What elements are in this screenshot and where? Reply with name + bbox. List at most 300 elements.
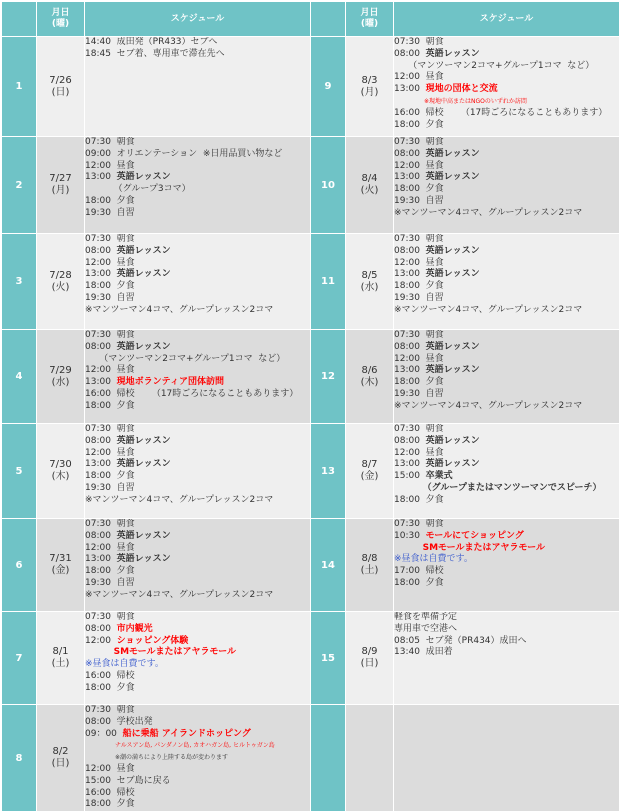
schedule-line [394, 72, 619, 84]
day-number: 8 [15, 752, 23, 764]
schedule-line [85, 624, 310, 636]
schedule-text: 12:00 昼食 [85, 365, 135, 376]
schedule-bold-text: 英語レッスン [116, 269, 171, 280]
schedule-bold-text: 英語レッスン [116, 554, 171, 565]
schedule-line [85, 436, 310, 448]
schedule-bold-text: 英語レッスン [425, 269, 480, 280]
schedule-highlight-text: SMモールまたはアヤラモール [422, 542, 545, 553]
weekday-text: (日) [51, 86, 70, 98]
schedule-bold-text: 英語レッスン [425, 172, 480, 183]
schedule-text: 軽食を準備予定 [394, 612, 458, 622]
schedule-line [394, 624, 619, 636]
schedule-text: 13:00 [85, 172, 117, 183]
schedule-small-note: ※現地中高またはNGOのいずれか訪問 [424, 97, 527, 105]
header-num-right [311, 2, 346, 37]
schedule-small-note: ナルスアン島, パンダノン島, カオハガン島, ヒルトゥガン島 [115, 742, 275, 750]
day-number: 6 [15, 559, 23, 571]
schedule-cell-right [394, 519, 620, 612]
schedule-text: 12:00 昼食 [394, 257, 444, 268]
schedule-line [394, 49, 619, 61]
weekday-text: (土) [51, 658, 70, 669]
schedule-line [85, 519, 310, 531]
schedule-bold-text: 英語レッスン [425, 148, 480, 159]
schedule-line [85, 578, 310, 590]
schedule-table-container [2, 2, 620, 810]
schedule-text: 12:00 昼食 [85, 447, 135, 458]
day-number-right [311, 37, 346, 137]
schedule-line [394, 161, 619, 173]
date-text: 8/5 [361, 269, 378, 281]
schedule-text: 12:00 [85, 635, 117, 646]
schedule-text: 08:00 [85, 530, 117, 541]
day-number: 10 [321, 179, 335, 191]
schedule-text: 13:00 [394, 84, 426, 95]
schedule-line [85, 590, 310, 602]
date-cell-left [37, 612, 85, 705]
schedule-text: 19:30 自習 [85, 292, 135, 303]
schedule-line [394, 543, 619, 555]
schedule-line [394, 424, 619, 436]
schedule-line [85, 671, 310, 683]
schedule-text: 18:00 夕食 [85, 195, 135, 206]
schedule-bold-text: 英語レッスン [116, 530, 171, 541]
schedule-line [85, 683, 310, 695]
date-cell-right [346, 234, 394, 330]
schedule-line [85, 776, 310, 788]
schedule-text: 07:30 朝食 [394, 330, 444, 340]
schedule-line [85, 459, 310, 471]
schedule-line [85, 401, 310, 413]
schedule-row [2, 37, 620, 137]
schedule-line [85, 636, 310, 648]
schedule-line [394, 246, 619, 258]
schedule-text: 08:00 [394, 48, 426, 59]
schedule-highlight-text: 現地の団体と交流 [425, 84, 498, 95]
schedule-line [394, 37, 619, 49]
schedule-line [394, 483, 619, 495]
schedule-line [85, 659, 310, 671]
day-number: 15 [321, 652, 335, 664]
header-weekday-label: (曜) [360, 19, 379, 29]
schedule-text: 13:00 [85, 459, 117, 470]
day-number-left [2, 705, 37, 812]
schedule-text: 15:00 [394, 471, 426, 482]
day-number-right [311, 424, 346, 519]
schedule-text: 08:00 [85, 245, 117, 256]
date-text: 7/28 [49, 269, 72, 281]
weekday-text: (木) [51, 471, 70, 482]
schedule-text: 16:00 帰校 （17時ごろになることもあります） [85, 388, 299, 399]
schedule-bold-text: 英語レッスン [116, 435, 171, 446]
schedule-text: 08:00 [394, 245, 426, 256]
schedule-line [394, 578, 619, 590]
day-number-left [2, 330, 37, 424]
header-num-left [2, 2, 37, 37]
schedule-line [85, 566, 310, 578]
schedule-text: ※マンツーマン4コマ、グループレッスン2コマ [85, 304, 274, 315]
schedule-cell-right [394, 37, 620, 137]
schedule-bold-text: 英語レッスン [116, 245, 171, 256]
schedule-row [2, 330, 620, 424]
schedule-text: 08:00 [85, 435, 117, 446]
schedule-line [394, 269, 619, 281]
schedule-row [2, 612, 620, 705]
schedule-line [394, 305, 619, 317]
header-row [2, 2, 620, 37]
weekday-text: (月) [51, 185, 70, 196]
schedule-text: 07:30 朝食 [394, 424, 444, 434]
day-number: 3 [15, 276, 23, 287]
schedule-line [394, 149, 619, 161]
schedule-text: ※マンツーマン4コマ、グループレッスン2コマ [394, 304, 583, 315]
schedule-text: 13:00 [85, 554, 117, 565]
schedule-text: 19:30 自習 [394, 388, 444, 399]
schedule-row [2, 234, 620, 330]
schedule-line [394, 365, 619, 377]
header-date-label: 月日 [51, 8, 70, 18]
weekday-text: (日) [360, 658, 379, 669]
schedule-line [85, 389, 310, 401]
date-text: 7/27 [49, 173, 72, 184]
schedule-cell-right [394, 137, 620, 234]
schedule-line [394, 342, 619, 354]
schedule-text: 07:30 朝食 [85, 234, 135, 244]
schedule-line [394, 172, 619, 184]
schedule-bold-text: 英語レッスン [116, 459, 171, 470]
schedule-cell-left [85, 137, 311, 234]
schedule-text: 13:00 [394, 459, 426, 470]
schedule-line [85, 137, 310, 149]
day-number-left [2, 519, 37, 612]
schedule-bold-text: 英語レッスン [425, 48, 480, 59]
schedule-text: 18:00 夕食 [394, 119, 444, 130]
schedule-text: 08:00 [85, 623, 117, 634]
schedule-text: 09：00 [85, 728, 123, 739]
schedule-text: 08:05 セブ発（PR434）成田へ [394, 635, 527, 646]
day-number-right [311, 519, 346, 612]
schedule-text: 13:00 [394, 269, 426, 280]
schedule-line [394, 137, 619, 149]
header-weekday-label: (曜) [51, 19, 70, 29]
schedule-text: 19:30 自習 [85, 207, 135, 218]
schedule-line [85, 448, 310, 460]
schedule-text: 07:30 朝食 [394, 519, 444, 529]
date-text: 8/9 [361, 646, 378, 657]
schedule-note-text: ※昼食は自費です。 [85, 659, 164, 670]
weekday-text: (火) [51, 281, 70, 293]
schedule-line [394, 354, 619, 366]
schedule-line [85, 471, 310, 483]
schedule-line [85, 764, 310, 776]
day-number-right [311, 612, 346, 705]
schedule-line [394, 566, 619, 578]
schedule-text: 12:00 昼食 [394, 447, 444, 458]
schedule-text: 13:00 [394, 172, 426, 183]
schedule-text: 12:00 昼食 [85, 542, 135, 553]
schedule-text: ※マンツーマン4コマ、グループレッスン2コマ [394, 207, 583, 218]
schedule-row [2, 519, 620, 612]
schedule-cell-right [394, 705, 620, 812]
schedule-text: ※マンツーマン4コマ、グループレッスン2コマ [85, 494, 274, 505]
schedule-text: 09:00 オリエンテーション ※日用品買い物など [85, 148, 283, 159]
schedule-line [394, 281, 619, 293]
day-number: 9 [324, 81, 332, 92]
day-number: 13 [321, 465, 335, 477]
schedule-line [85, 495, 310, 507]
schedule-text: 07:30 朝食 [85, 137, 135, 147]
schedule-text: 18:00 夕食 [394, 577, 444, 588]
schedule-line [394, 636, 619, 648]
schedule-line [394, 519, 619, 531]
date-text: 7/29 [49, 364, 72, 376]
schedule-cell-right [394, 424, 620, 519]
schedule-bold-text: 英語レッスン [116, 172, 171, 183]
schedule-text: 13:00 [394, 365, 426, 376]
schedule-text: 18:00 夕食 [394, 184, 444, 195]
schedule-line [394, 330, 619, 342]
date-cell-left [37, 424, 85, 519]
schedule-bold-text: 英語レッスン [425, 341, 480, 352]
schedule-line [85, 377, 310, 389]
schedule-text: 07:30 朝食 [394, 234, 444, 244]
schedule-text: 17:00 帰校 [394, 566, 444, 577]
schedule-bold-text: 英語レッスン [425, 365, 480, 376]
schedule-line [85, 740, 310, 752]
weekday-text: (金) [360, 471, 379, 482]
schedule-text [394, 483, 423, 493]
schedule-small-note: ※潮の満ちにより上陸する島が変わります [115, 754, 229, 762]
header-date-right [346, 2, 394, 37]
date-text: 8/2 [52, 746, 69, 758]
schedule-text: 07:30 朝食 [85, 705, 135, 715]
schedule-text: 18:00 夕食 [85, 471, 135, 482]
schedule-line [394, 436, 619, 448]
date-cell-right [346, 424, 394, 519]
schedule-cell-left [85, 424, 311, 519]
schedule-cell-left [85, 705, 311, 812]
day-number: 4 [15, 371, 23, 382]
schedule-text: （マンツーマン2コマ+グループ1コマ など） [85, 353, 286, 364]
schedule-line [394, 389, 619, 401]
schedule-line [85, 788, 310, 800]
header-schedule-left: スケジュール [85, 2, 311, 37]
schedule-highlight-text: 船に乗船 アイランドホッピング [122, 728, 251, 739]
date-text: 8/1 [52, 646, 69, 657]
schedule-text: 専用車で空港へ [394, 623, 458, 634]
schedule-text: 08:00 [394, 341, 426, 352]
schedule-text: ※マンツーマン4コマ、グループレッスン2コマ [85, 589, 274, 600]
day-number: 11 [321, 276, 335, 287]
date-cell-right [346, 137, 394, 234]
schedule-text: 13:00 [85, 269, 117, 280]
day-number-right [311, 234, 346, 330]
schedule-text [85, 647, 114, 657]
schedule-text: 12:00 昼食 [85, 763, 135, 774]
weekday-text: (水) [51, 376, 70, 388]
schedule-line [85, 483, 310, 495]
schedule-line [85, 342, 310, 354]
schedule-line [394, 471, 619, 483]
date-text: 7/30 [49, 459, 72, 470]
schedule-cell-left [85, 37, 311, 137]
schedule-line [85, 269, 310, 281]
date-text: 8/6 [361, 364, 378, 376]
schedule-line [85, 246, 310, 258]
schedule-line [394, 184, 619, 196]
schedule-text: 08:00 [394, 435, 426, 446]
schedule-cell-right [394, 234, 620, 330]
schedule-text: 10:30 [394, 530, 426, 541]
header-date-label: 月日 [360, 8, 379, 18]
schedule-row [2, 424, 620, 519]
date-cell-left [37, 234, 85, 330]
schedule-highlight-text: 市内観光 [116, 623, 153, 634]
date-cell-left [37, 519, 85, 612]
day-number-left [2, 612, 37, 705]
day-number: 5 [15, 465, 23, 477]
schedule-text: 19:30 自習 [394, 195, 444, 206]
weekday-text: (月) [360, 86, 379, 98]
day-number-left [2, 37, 37, 137]
day-number-right [311, 330, 346, 424]
schedule-text [394, 543, 423, 553]
schedule-row [2, 705, 620, 812]
schedule-text: 18:00 夕食 [394, 281, 444, 292]
schedule-text: 18:00 夕食 [85, 281, 135, 292]
schedule-line [394, 554, 619, 566]
schedule-body [2, 37, 620, 812]
schedule-text: 15:00 セブ島に戻る [85, 775, 171, 786]
schedule-text: 07:30 朝食 [85, 612, 135, 622]
schedule-cell-left [85, 612, 311, 705]
date-cell-left [37, 330, 85, 424]
day-number: 1 [15, 81, 23, 92]
day-number: 14 [321, 559, 335, 571]
day-number-left [2, 424, 37, 519]
schedule-text: 12:00 昼食 [394, 160, 444, 171]
schedule-text: 19:30 自習 [85, 482, 135, 493]
schedule-highlight-text: SMモールまたはアヤラモール [113, 647, 236, 658]
schedule-line [85, 365, 310, 377]
weekday-text: (木) [360, 376, 379, 388]
date-cell-left [37, 705, 85, 812]
schedule-note-text: ※昼食は自費です。 [394, 554, 473, 565]
date-text: 8/8 [361, 553, 378, 564]
schedule-text: 18:00 夕食 [85, 566, 135, 577]
date-cell-right [346, 330, 394, 424]
day-number-right [311, 705, 346, 812]
date-text: 7/26 [49, 74, 72, 86]
day-number-right [311, 137, 346, 234]
schedule-line [85, 196, 310, 208]
schedule-line [85, 281, 310, 293]
schedule-line [85, 258, 310, 270]
schedule-text: 16:00 帰校 [85, 670, 135, 681]
schedule-line [394, 531, 619, 543]
schedule-line [394, 647, 619, 659]
schedule-line [394, 234, 619, 246]
schedule-line [85, 354, 310, 366]
schedule-cell-left [85, 519, 311, 612]
schedule-row [2, 137, 620, 234]
day-number-left [2, 137, 37, 234]
schedule-text: 19:30 自習 [394, 292, 444, 303]
schedule-line [85, 234, 310, 246]
header-date-left [37, 2, 85, 37]
weekday-text: (金) [51, 565, 70, 576]
schedule-text: 13:00 [85, 377, 117, 388]
day-number-left [2, 234, 37, 330]
schedule-bold-text: 英語レッスン [425, 435, 480, 446]
schedule-text: 18:00 夕食 [394, 377, 444, 388]
schedule-highlight-text: モールにてショッピング [425, 530, 524, 541]
schedule-text: 08:00 [394, 148, 426, 159]
date-text: 8/4 [361, 173, 378, 184]
date-cell-left [37, 37, 85, 137]
schedule-text: 18:00 夕食 [85, 682, 135, 693]
schedule-text: 07:30 朝食 [394, 37, 444, 47]
schedule-line [85, 717, 310, 729]
schedule-text: 08:00 [85, 341, 117, 352]
schedule-text: ※マンツーマン4コマ、グループレッスン2コマ [394, 400, 583, 411]
schedule-bold-text: 英語レッスン [425, 459, 480, 470]
schedule-text: 14:40 成田発（PR433）セブへ [85, 37, 218, 47]
schedule-line [85, 208, 310, 220]
schedule-text: 16:00 帰校 [85, 787, 135, 798]
schedule-line [394, 258, 619, 270]
schedule-line [394, 293, 619, 305]
schedule-line [85, 647, 310, 659]
schedule-text: 07:30 朝食 [85, 330, 135, 340]
day-number: 7 [15, 652, 23, 664]
schedule-line [394, 84, 619, 96]
schedule-text: 08:00 学校出発 [85, 716, 153, 727]
schedule-text: 12:00 昼食 [85, 160, 135, 171]
schedule-text: 07:30 朝食 [85, 424, 135, 434]
schedule-line [85, 705, 310, 717]
schedule-bold-text: 英語レッスン [425, 245, 480, 256]
schedule-text: 16:00 帰校 （17時ごろになることもあります） [394, 107, 608, 118]
weekday-text: (水) [360, 281, 379, 293]
schedule-line [85, 293, 310, 305]
schedule-line [85, 799, 310, 811]
schedule-line [85, 729, 310, 741]
date-text: 7/31 [49, 553, 72, 564]
schedule-cell-right [394, 330, 620, 424]
schedule-line [85, 752, 310, 764]
schedule-line [85, 612, 310, 624]
schedule-line [394, 401, 619, 413]
schedule-text: 12:00 昼食 [394, 353, 444, 364]
date-text: 8/3 [361, 74, 378, 86]
schedule-text: 18:45 セブ着、専用車で滞在先へ [85, 48, 225, 59]
schedule-cell-left [85, 234, 311, 330]
schedule-text: （マンツーマン2コマ+グループ1コマ など） [394, 60, 595, 71]
header-schedule-right: スケジュール [394, 2, 620, 37]
schedule-line [85, 554, 310, 566]
weekday-text: (土) [360, 565, 379, 576]
schedule-text: 12:00 昼食 [85, 257, 135, 268]
schedule-line [394, 61, 619, 73]
schedule-text: （グループ3コマ） [85, 184, 191, 195]
schedule-bold-text: （グループまたはマンツーマンでスピーチ） [422, 482, 602, 493]
schedule-line [394, 208, 619, 220]
schedule-line [85, 49, 310, 61]
schedule-line [85, 37, 310, 49]
weekday-text: (日) [51, 758, 70, 770]
schedule-bold-text: 卒業式 [425, 471, 453, 482]
schedule-line [85, 149, 310, 161]
